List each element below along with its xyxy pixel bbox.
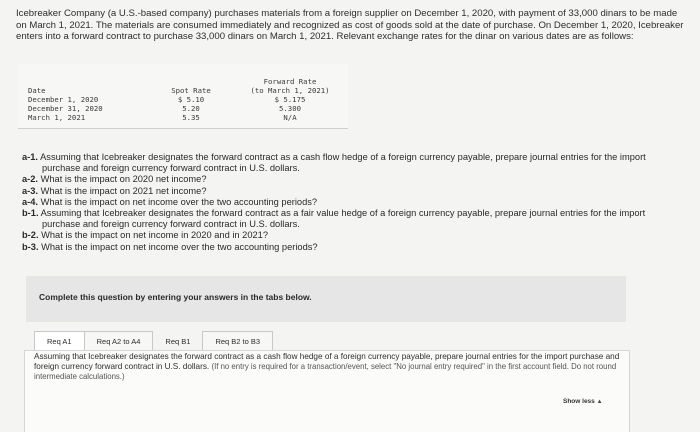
- tab-req-b1[interactable]: Req B1: [165, 337, 191, 346]
- spot-cell: 5.35: [182, 113, 200, 122]
- panel-instruction-text: Complete this question by entering your answers in the tabs below.: [39, 292, 312, 302]
- spot-cell: 5.20: [182, 104, 200, 113]
- show-less-link[interactable]: [563, 398, 603, 405]
- instruction-main: Assuming that Icebreaker designates the forward contract as a cash flow hedge of a foreign currency payable, prepare journal entries for the import purchase and foreign currency forward contract in U.S. dollars.: [34, 352, 620, 371]
- spot-cell: $ 5.10: [177, 95, 205, 104]
- forward-cell: N/A: [283, 113, 297, 122]
- requirement-item: a-2. What is the impact on 2020 net income?: [22, 174, 207, 185]
- requirement-item: b-1. Assuming that Icebreaker designates the forward contract as a fair value hedge of a foreign currency payable, prepare journal entries for the import purchase and foreign currency forward contract in U.S. dollars.: [22, 208, 646, 230]
- date-cell: March 1, 2021: [28, 113, 86, 122]
- tab-instructions: [34, 352, 624, 382]
- requirement-item: a-3. What is the impact on 2021 net income?: [22, 185, 207, 196]
- caret-up-icon: ▲: [596, 399, 603, 405]
- requirements-list: [22, 152, 686, 253]
- problem-intro: Icebreaker Company (a U.S.-based company) purchases materials from a foreign supplier on December 1, 2020, with payment of 33,000 dinars to be made on March 1, 2021. The materials are consumed immediately and recognized as cost of goods sold at the date of purchase. On December 1, 2020, Icebreaker enters into a forward contract to purchase 33,000 dinars on March 1, 2021. Relevant exchange rates for the dinar on various dates are as follows:: [16, 8, 684, 43]
- tab-req-a1[interactable]: Req A1: [34, 331, 85, 352]
- forward-cell: 5.300: [279, 104, 301, 113]
- requirement-item: a-4. What is the impact on net income over the two accounting periods?: [22, 196, 318, 207]
- tab-req-b2-to-b3[interactable]: Req B2 to B3: [202, 331, 273, 352]
- forward-column: [240, 68, 340, 122]
- forward-header-line2: (to March 1, 2021): [250, 86, 330, 95]
- requirement-item: b-3. What is the impact on net income over the two accounting periods?: [22, 241, 318, 252]
- date-cell: December 1, 2020: [28, 95, 99, 104]
- spot-column: [168, 68, 214, 122]
- requirement-tabs: [34, 331, 272, 351]
- date-header: Date: [28, 86, 46, 95]
- table-divider: [18, 128, 348, 129]
- date-column: [28, 68, 103, 122]
- show-less-label: Show less: [563, 398, 595, 405]
- requirement-item: a-1. Assuming that Icebreaker designates the forward contract as a cash flow hedge of a foreign currency payable, prepare journal entries for the import purchase and foreign currency forward contract in U.S. dollars.: [22, 152, 646, 174]
- forward-cell: $ 5.175: [274, 95, 306, 104]
- spot-header: Spot Rate: [171, 86, 211, 95]
- tab-req-a2-to-a4[interactable]: Req A2 to A4: [84, 331, 154, 352]
- requirement-item: b-2. What is the impact on net income in 2020 and in 2021?: [22, 230, 268, 241]
- instruction-hint: (If no entry is required for a transaction/event, select "No journal entry required" in the first account field. Do not round intermediate calculations.): [34, 362, 617, 381]
- forward-header-line1: Forward Rate: [263, 77, 317, 86]
- date-cell: December 31, 2020: [28, 104, 103, 113]
